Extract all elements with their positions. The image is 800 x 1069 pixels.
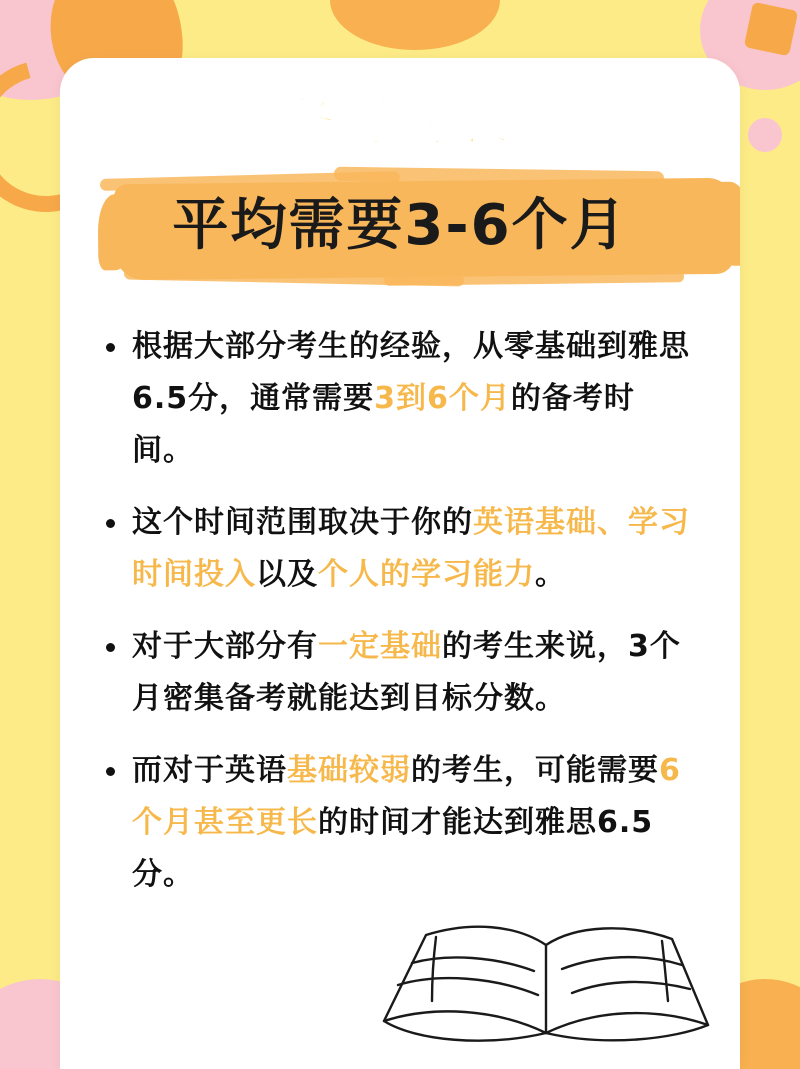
bullet-list (102, 321, 694, 901)
list-item (102, 745, 694, 901)
body-text: 的考生，可能需要 (411, 753, 659, 788)
decorative-dot-right (748, 118, 782, 152)
eyebrow-title: 备考时长 (283, 93, 516, 153)
list-item (102, 497, 694, 601)
body-text: 以及 (256, 557, 318, 592)
list-item (102, 321, 694, 477)
body-text: 根据大部分考生的经验，从零基础到雅思6.5分，通常需要 (132, 329, 690, 416)
highlighted-text: 一定基础 (318, 629, 442, 664)
body-text: 的备考时间。 (132, 381, 635, 468)
open-book-icon (376, 909, 716, 1059)
content-card (60, 58, 740, 1069)
highlighted-text: 个人的学习能力 (318, 557, 535, 592)
highlighted-text: 基础较弱 (287, 753, 411, 788)
body-text: 而对于英语 (132, 753, 287, 788)
body-text: 。 (535, 557, 566, 592)
body-text: 的时间才能达到雅思6.5分。 (132, 805, 654, 892)
decorative-square-top-right (744, 2, 799, 57)
highlighted-text: 英语基础、学习时间投入 (132, 505, 690, 592)
highlighted-text: 6个月甚至更长 (132, 753, 681, 840)
list-item (102, 621, 694, 725)
body-text: 的考生来说，3个月密集备考就能达到目标分数。 (132, 629, 681, 716)
title-highlight-band (84, 167, 716, 287)
page-title: 平均需要3-6个月 (172, 193, 628, 258)
body-text: 这个时间范围取决于你的 (132, 505, 473, 540)
decorative-blob-orange-top (330, 0, 500, 50)
body-text: 对于大部分有 (132, 629, 318, 664)
highlighted-text: 3到6个月 (374, 381, 511, 416)
